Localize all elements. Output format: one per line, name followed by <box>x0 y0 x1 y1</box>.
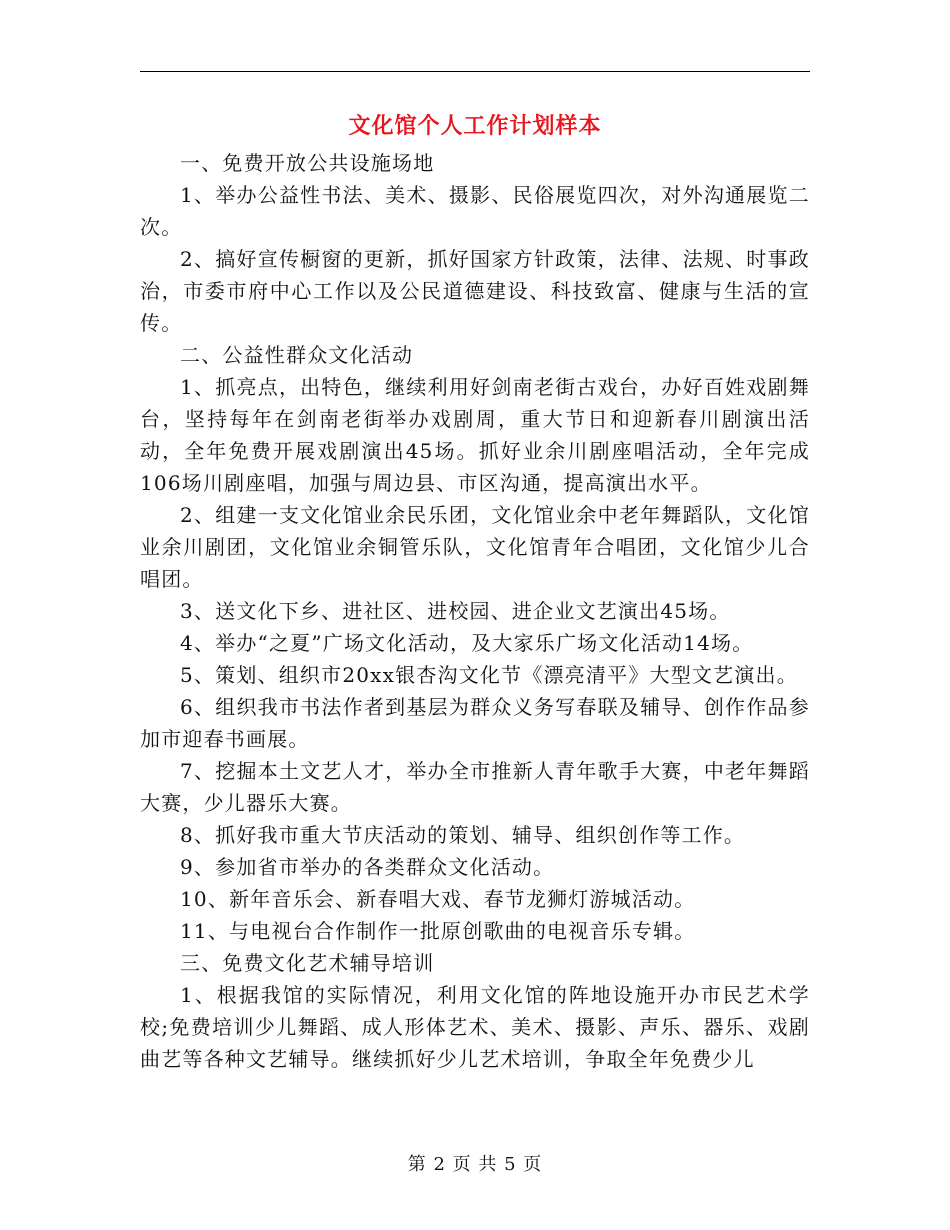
paragraph: 1、根据我馆的实际情况，利用文化馆的阵地设施开办市民艺术学校;免费培训少儿舞蹈、成人形体艺术、美术、摄影、声乐、器乐、戏剧曲艺等各种文艺辅导。继续抓好少儿艺术培训，争取全年免费少儿 <box>140 983 810 1071</box>
page-number: 第 2 页 共 5 页 <box>407 1154 543 1175</box>
paragraph: 3、送文化下乡、进社区、进校园、进企业文艺演出45场。 <box>180 599 731 623</box>
section-heading-1: 一、免费开放公共设施场地 <box>180 151 435 175</box>
paragraph: 6、组织我市书法作者到基层为群众义务写春联及辅导、创作作品参加市迎春书画展。 <box>140 695 810 751</box>
paragraph: 1、抓亮点，出特色，继续利用好剑南老街古戏台，办好百姓戏剧舞台，坚持每年在剑南老街举办戏剧周，重大节日和迎新春川剧演出活动，全年免费开展戏剧演出45场。抓好业余川剧座唱活动，全年完成106场川剧座唱，加强与周边县、市区沟通，提高演出水平。 <box>140 375 810 495</box>
paragraph: 10、新年音乐会、新春唱大戏、春节龙狮灯游城活动。 <box>180 887 696 911</box>
paragraph: 2、组建一支文化馆业余民乐团，文化馆业余中老年舞蹈队，文化馆业余川剧团，文化馆业余铜管乐队，文化馆青年合唱团，文化馆少儿合唱团。 <box>140 503 810 591</box>
header-rule <box>140 71 810 72</box>
paragraph: 11、与电视台合作制作一批原创歌曲的电视音乐专辑。 <box>180 919 696 943</box>
paragraph: 8、抓好我市重大节庆活动的策划、辅导、组织创作等工作。 <box>180 823 746 847</box>
document-body <box>140 147 810 1075</box>
paragraph: 4、举办“之夏”广场文化活动，及大家乐广场文化活动14场。 <box>180 631 754 655</box>
section-heading-3: 三、免费文化艺术辅导培训 <box>180 951 435 975</box>
paragraph: 1、举办公益性书法、美术、摄影、民俗展览四次，对外沟通展览二次。 <box>140 183 810 239</box>
section-heading-2: 二、公益性群众文化活动 <box>180 343 414 367</box>
paragraph: 2、搞好宣传橱窗的更新，抓好国家方针政策，法律、法规、时事政治，市委市府中心工作以及公民道德建设、科技致富、健康与生活的宣传。 <box>140 247 810 335</box>
paragraph: 5、策划、组织市20xx银杏沟文化节《漂亮清平》大型文艺演出。 <box>180 663 798 687</box>
paragraph: 7、挖掘本土文艺人才，举办全市推新人青年歌手大赛，中老年舞蹈大赛，少儿器乐大赛。 <box>140 759 810 815</box>
document-title: 文化馆个人工作计划样本 <box>348 113 602 139</box>
paragraph: 9、参加省市举办的各类群众文化活动。 <box>180 855 555 879</box>
